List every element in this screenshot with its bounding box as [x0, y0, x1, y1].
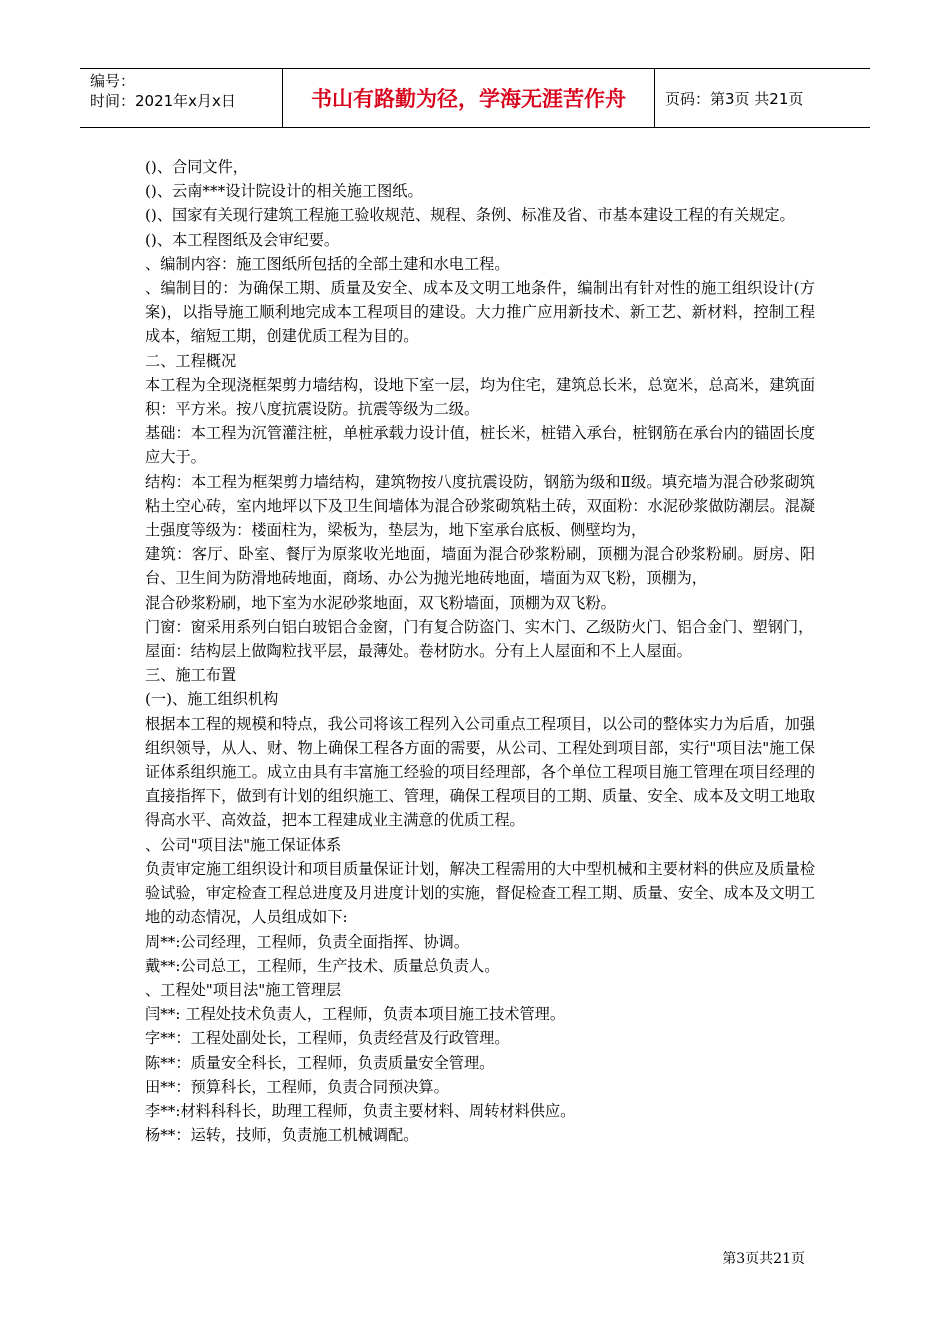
paragraph: ()、国家有关现行建筑工程施工验收规范、规程、条例、标准及省、市基本建设工程的有关规定。	[145, 206, 795, 225]
page-header	[80, 68, 870, 128]
staff-entry: 字**：工程处副处长，工程师，负责经营及行政管理。	[145, 1029, 510, 1048]
paragraph: 结构：本工程为框架剪力墙结构，建筑物按八度抗震设防，钢筋为级和Ⅱ级。填充墙为混合砂浆砌筑粘土空心砖，室内地坪以下及卫生间墙体为混合砂浆砌筑粘土砖，双面粉：水泥砂浆做防潮层。混凝土强度等级为：楼面柱为，梁板为，垫层为，地下室承台底板、侧壁均为，	[145, 472, 815, 540]
staff-entry: 周**:公司经理，工程师，负责全面指挥、协调。	[145, 932, 470, 951]
paragraph: 基础：本工程为沉管灌注桩，单桩承载力设计值，桩长米，桩错入承台，桩钢筋在承台内的锚固长度应大于。	[145, 424, 815, 467]
paragraph: 负责审定施工组织设计和项目质量保证计划，解决工程需用的大中型机械和主要材料的供应及质量检验试验，审定检查工程总进度及月进度计划的实施，督促检查工程工期、质量、安全、成本及文明工地的动态情况，人员组成如下:	[145, 859, 815, 927]
paragraph: 屋面：结构层上做陶粒找平层，最薄处。卷材防水。分有上人屋面和不上人屋面。	[145, 642, 692, 661]
subsection-heading: 、公司"项目法"施工保证体系	[145, 835, 342, 854]
document-code-label: 编号：	[90, 72, 136, 90]
staff-entry: 杨**：运转，技师，负责施工机械调配。	[145, 1126, 419, 1145]
paragraph: ()、合同文件，	[145, 158, 248, 176]
staff-entry: 闫**: 工程处技术负责人，工程师，负责本项目施工技术管理。	[145, 1005, 566, 1024]
paragraph: 根据本工程的规模和特点，我公司将该工程列入公司重点工程项目，以公司的整体实力为后盾，加强组织领导，从人、财、物上确保工程各方面的需要，从公司、工程处到项目部，实行"项目法"施工保证体系组织施工。成立由具有丰富施工经验的项目经理部，各个单位工程项目施工管理在项目经理的直接指挥下，做到有计划的组织施工、管理，确保工程项目的工期、质量、安全、成本及文明工地取得高水平、高效益，把本工程建成业主满意的优质工程。	[145, 714, 815, 830]
paragraph: ()、本工程图纸及会审纪要。	[145, 230, 340, 249]
subsection-heading: 、工程处"项目法"施工管理层	[145, 980, 342, 999]
paragraph: 门窗：窗采用系列白铝白玻铝合金窗，门有复合防盗门、实木门、乙级防火门、铝合金门、塑钢门，	[145, 617, 814, 636]
paragraph: ()、云南***设计院设计的相关施工图纸。	[145, 182, 423, 201]
paragraph: 建筑：客厅、卧室、餐厅为原浆收光地面，墙面为混合砂浆粉刷，顶棚为混合砂浆粉刷。厨房、阳台、卫生间为防滑地砖地面，商场、办公为抛光地砖地面，墙面为双飞粉，顶棚为，	[145, 545, 815, 588]
paragraph: 、编制内容：施工图纸所包括的全部土建和水电工程。	[145, 254, 510, 273]
paragraph: 混合砂浆粉刷，地下室为水泥砂浆地面，双飞粉墙面，顶棚为双飞粉。	[145, 593, 616, 612]
document-time-label: 时间：2021年x月x日	[90, 92, 236, 110]
paragraph: 本工程为全现浇框架剪力墙结构，设地下室一层，均为住宅，建筑总长米，总宽米，总高米，建筑面积：平方米。按八度抗震设防。抗震等级为二级。	[145, 375, 815, 419]
page-footer: 第3页共21页	[722, 1251, 805, 1267]
section-heading: 二、工程概况	[145, 351, 237, 370]
header-page-number: 页码：第3页 共21页	[665, 89, 804, 108]
header-slogan: 书山有路勤为径，学海无涯苦作舟	[283, 69, 655, 127]
staff-entry: 李**:材料科科长，助理工程师，负责主要材料、周转材料供应。	[145, 1101, 576, 1120]
staff-entry: 陈**：质量安全科长，工程师，负责质量安全管理。	[145, 1053, 495, 1072]
document-body	[145, 155, 815, 1147]
section-heading: 三、施工布置	[145, 666, 237, 685]
header-meta-cell	[80, 69, 283, 127]
subsection-heading: (一)、施工组织机构	[145, 690, 279, 709]
staff-entry: 戴**:公司总工，工程师，生产技术、质量总负责人。	[145, 956, 500, 975]
paragraph: 、编制目的：为确保工期、质量及安全、成本及文明工地条件，编制出有针对性的施工组织设计(方案)，以指导施工顺利地完成本工程项目的建设。大力推广应用新技术、新工艺、新材料，控制工程成本，缩短工期，创建优质工程为目的。	[145, 279, 815, 346]
staff-entry: 田**：预算科长，工程师，负责合同预决算。	[145, 1077, 449, 1096]
